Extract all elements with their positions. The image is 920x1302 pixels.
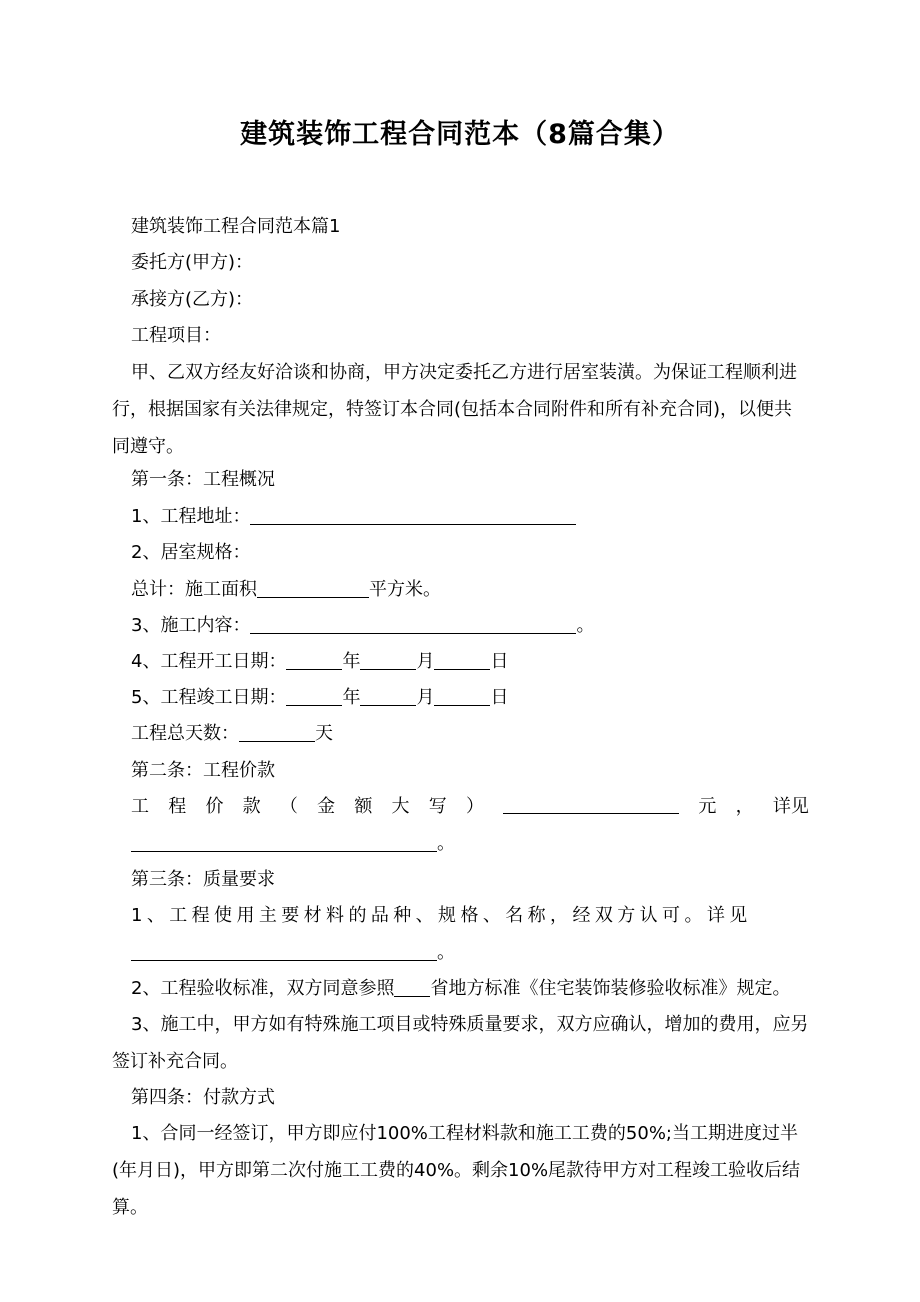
price-detail-line: 。 xyxy=(131,832,455,856)
article-4-heading: 第四条：付款方式 xyxy=(131,1087,275,1108)
area-line: 总计：施工面积 平方米。 xyxy=(131,579,441,600)
quality-clause-3: 3、施工中，甲方如有特殊施工项目或特殊质量要求，双方应确认，增加的费用，应另签订补充合同。 xyxy=(112,1014,809,1072)
start-date-line: 4、工程开工日期： 年 月 日 xyxy=(131,651,509,672)
finish-date-line: 5、工程竣工日期： 年 月 日 xyxy=(131,687,509,708)
section-heading: 建筑装饰工程合同范本篇1 xyxy=(131,216,341,237)
payment-clause-1: 1、合同一经签订，甲方即应付100%工程材料款和施工工费的50%;当工期进度过半(年月日)，甲方即第二次付施工工费的40%。剩余10%尾款待甲方对工程竣工验收后结算。 xyxy=(112,1123,801,1218)
address-blank xyxy=(250,506,576,525)
intro-paragraph: 甲、乙双方经友好洽谈和协商，甲方决定委托乙方进行居室装潢。为保证工程顺利进行，根据国家有关法律规定，特签订本合同(包括本合同附件和所有补充合同)，以便共同遵守。 xyxy=(112,362,797,457)
quality-clause-2: 2、工程验收标准，双方同意参照 省地方标准《住宅装饰装修验收标准》规定。 xyxy=(131,978,791,999)
party-b-label: 承接方(乙方)： xyxy=(131,289,254,310)
article-1-heading: 第一条：工程概况 xyxy=(131,469,275,490)
price-detail-blank xyxy=(131,833,437,852)
document-title: 建筑装饰工程合同范本（8篇合集） xyxy=(240,119,680,150)
project-label: 工程项目： xyxy=(131,325,221,346)
price-line: 工 程 价 款 （ 金 额 大 写 ） 元 ， 详见 xyxy=(131,796,809,817)
price-blank xyxy=(503,795,679,814)
party-a-label: 委托方(甲方)： xyxy=(131,252,254,273)
article-2-heading: 第二条：工程价款 xyxy=(131,760,275,781)
content-line: 3、施工内容： 。 xyxy=(131,615,595,636)
total-days-line: 工程总天数： 天 xyxy=(131,723,333,744)
content-blank xyxy=(250,615,576,634)
article-3-heading: 第三条：质量要求 xyxy=(131,869,275,890)
quality-clause-1: 1、工程使用主要材料的品种、规格、名称，经双方认可。详见 xyxy=(131,905,752,926)
address-line: 1、工程地址： xyxy=(131,505,576,529)
quality-detail-line: 。 xyxy=(131,941,455,965)
spec-line: 2、居室规格： xyxy=(131,542,251,563)
quality-detail-blank xyxy=(131,942,437,961)
area-blank xyxy=(257,579,369,598)
